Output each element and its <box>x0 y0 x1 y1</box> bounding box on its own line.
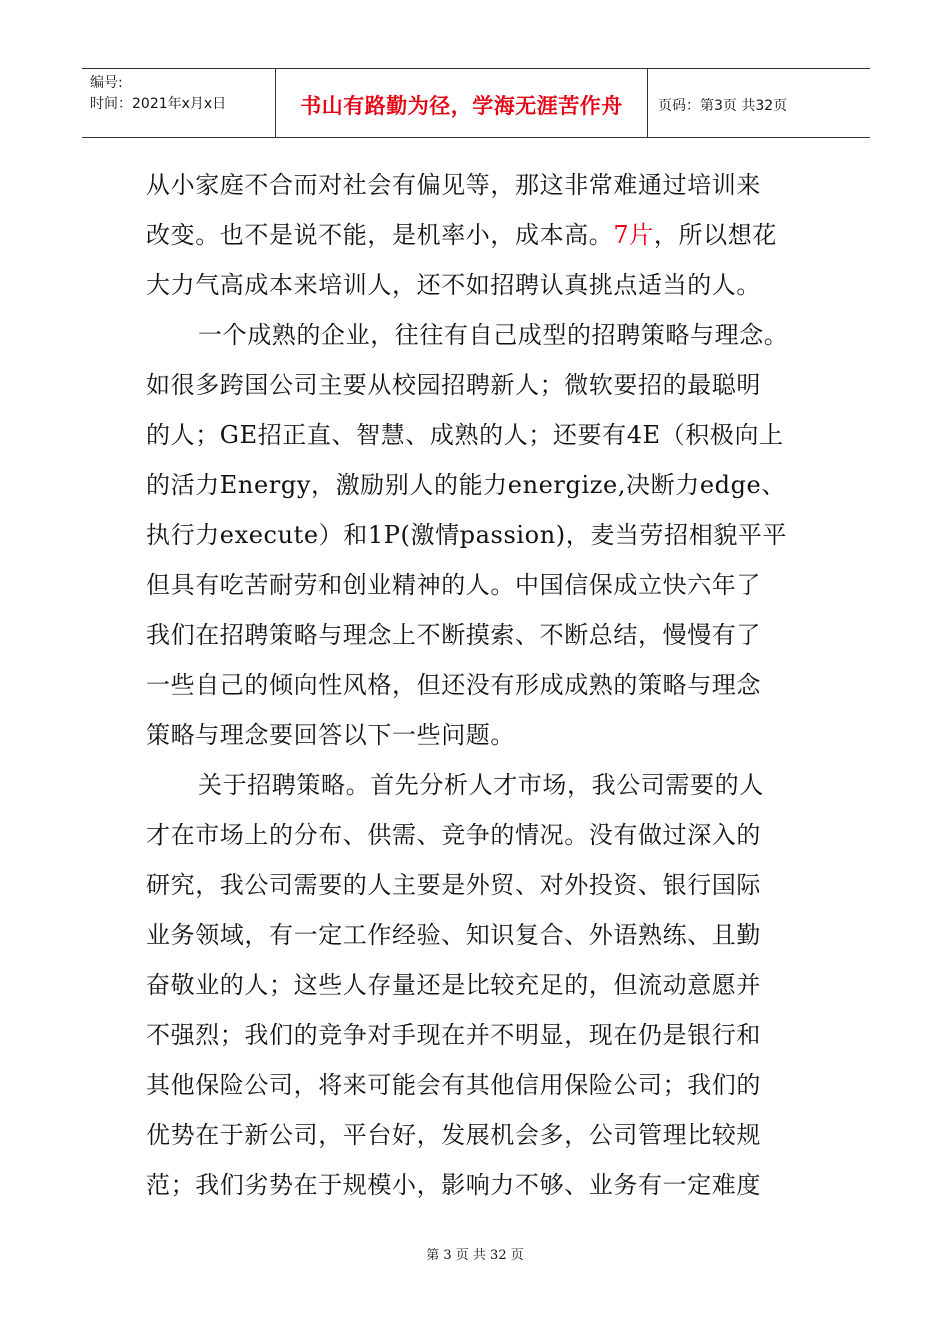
body-line: 从小家庭不合而对社会有偏见等，那这非常难通过培训来 <box>146 171 761 199</box>
body-line: 研究，我公司需要的人主要是外贸、对外投资、银行国际 <box>146 871 761 899</box>
body-line: 的人；GE招正直、智慧、成熟的人；还要有4E（积极向上 <box>146 421 784 449</box>
document-body <box>146 160 812 1210</box>
red-inline-text: 7片 <box>613 221 654 249</box>
paragraph-first-line: 一个成熟的企业，往往有自己成型的招聘策略与理念。 <box>198 321 789 349</box>
body-line: 策略与理念要回答以下一些问题。 <box>146 721 515 749</box>
body-line: 奋敬业的人；这些人存量还是比较充足的，但流动意愿并 <box>146 971 761 999</box>
header-meta <box>82 69 276 137</box>
body-line: 执行力execute）和1P(激情passion)，麦当劳招相貌平平 <box>146 521 788 549</box>
body-line-tail: ，所以想花 <box>653 221 777 249</box>
paragraph-first-line: 关于招聘策略。首先分析人才市场，我公司需要的人 <box>198 771 764 799</box>
body-line: 范；我们劣势在于规模小，影响力不够、业务有一定难度 <box>146 1171 761 1199</box>
body-line: 如很多跨国公司主要从校园招聘新人；微软要招的最聪明 <box>146 371 761 399</box>
body-line: 一些自己的倾向性风格，但还没有形成成熟的策略与理念 <box>146 671 761 699</box>
body-line: 不强烈；我们的竞争对手现在并不明显，现在仍是银行和 <box>146 1021 761 1049</box>
body-line: 但具有吃苦耐劳和创业精神的人。中国信保成立快六年了 <box>146 571 761 599</box>
body-line: 优势在于新公司，平台好，发展机会多，公司管理比较规 <box>146 1121 761 1149</box>
body-line: 大力气高成本来培训人，还不如招聘认真挑点适当的人。 <box>146 271 761 299</box>
body-line <box>146 210 812 260</box>
body-line: 我们在招聘策略与理念上不断摸索、不断总结，慢慢有了 <box>146 621 761 649</box>
body-line: 业务领域，有一定工作经验、知识复合、外语熟练、且勤 <box>146 921 761 949</box>
page-footer: 第 3 页 共 32 页 <box>426 1248 524 1263</box>
body-line-text: 改变。也不是说不能，是机率小，成本高。 <box>146 221 614 249</box>
header-time-label: 时间：2021年x月x日 <box>90 96 227 112</box>
body-line: 其他保险公司，将来可能会有其他信用保险公司；我们的 <box>146 1071 761 1099</box>
body-line: 的活力Energy，激励别人的能力energize,决断力edge、 <box>146 471 786 499</box>
header-motto: 书山有路勤为径，学海无涯苦作舟 <box>276 69 648 137</box>
document-header <box>82 68 870 138</box>
header-number-label: 编号: <box>90 75 123 91</box>
header-page-info: 页码：第3页 共32页 <box>658 98 788 114</box>
body-line: 才在市场上的分布、供需、竞争的情况。没有做过深入的 <box>146 821 761 849</box>
